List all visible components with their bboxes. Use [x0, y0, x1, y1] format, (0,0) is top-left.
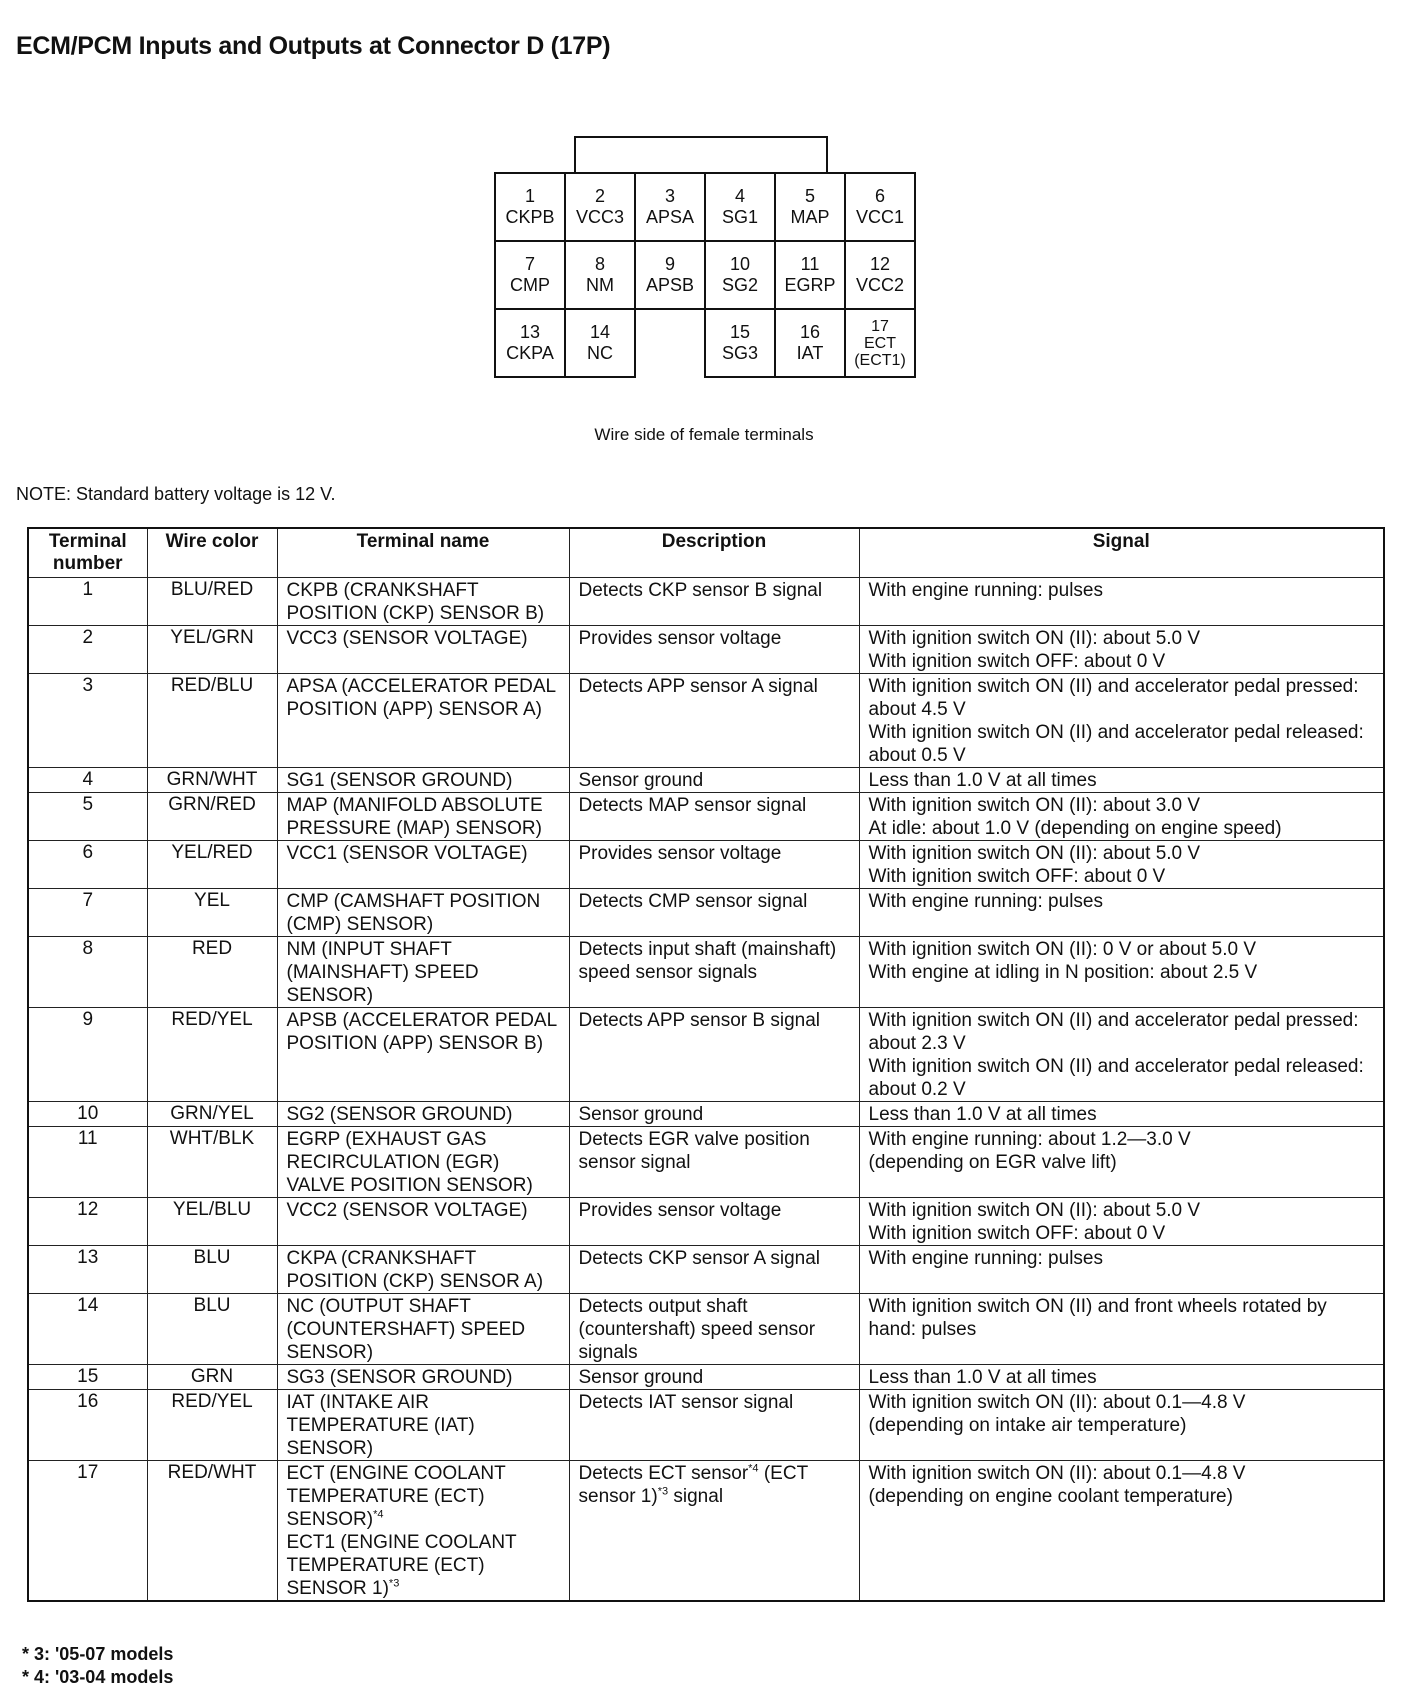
signal-cell	[859, 1127, 1384, 1198]
signal-line: With engine at idling in N position: about 2.5 V	[868, 962, 1258, 983]
footnote-marker: *3	[657, 1485, 669, 1498]
terminal-name-ect1	[287, 1531, 560, 1600]
header-signal: Signal	[859, 528, 1384, 578]
connector-terminal-number: 15	[729, 322, 751, 342]
connector-terminal-8	[565, 241, 635, 309]
connector-terminal-label: APSA	[645, 207, 695, 227]
table-row	[28, 1102, 1384, 1127]
connector-terminal-number: 5	[804, 186, 815, 206]
signal-line: Less than 1.0 V at all times	[868, 1367, 1097, 1388]
wire-color-cell: GRN	[147, 1365, 277, 1390]
wire-color-cell: YEL/RED	[147, 841, 277, 889]
signal-cell	[859, 1365, 1384, 1390]
connector-terminal-1	[495, 173, 565, 241]
terminal-name-cell: CKPB (CRANKSHAFT POSITION (CKP) SENSOR B)	[277, 578, 569, 626]
footnote-marker: *3	[388, 1577, 400, 1590]
signal-cell	[859, 1246, 1384, 1294]
terminal-number-cell: 13	[28, 1246, 147, 1294]
terminal-number-cell: 8	[28, 937, 147, 1008]
table-row	[28, 1198, 1384, 1246]
connector-terminal-label: ECT	[864, 334, 896, 352]
signal-cell	[859, 1102, 1384, 1127]
table-row	[28, 889, 1384, 937]
connector-terminal-label: SG3	[721, 343, 759, 363]
description-cell: Provides sensor voltage	[569, 626, 859, 674]
wire-color-cell: WHT/BLK	[147, 1127, 277, 1198]
signal-line: With ignition switch ON (II) and front wheels rotated by hand: pulses	[868, 1296, 1327, 1340]
description-text: Detects ECT sensor	[578, 1463, 749, 1484]
signal-cell	[859, 1008, 1384, 1102]
terminal-number-cell: 15	[28, 1365, 147, 1390]
connector-terminal-number: 8	[594, 254, 605, 274]
wire-color-cell: BLU	[147, 1246, 277, 1294]
description-cell	[569, 1461, 859, 1602]
wire-color-cell: RED/YEL	[147, 1390, 277, 1461]
signal-line: With ignition switch OFF: about 0 V	[868, 1223, 1166, 1244]
connector-row	[495, 309, 915, 377]
connector-terminal-5	[775, 173, 845, 241]
description-cell: Sensor ground	[569, 1102, 859, 1127]
signal-line: With ignition switch ON (II): 0 V or about 5.0 V	[868, 939, 1257, 960]
connector-terminal-label: EGRP	[784, 275, 836, 295]
connector-terminal-label: CMP	[510, 275, 550, 295]
description-cell: Detects CKP sensor B signal	[569, 578, 859, 626]
wire-color-cell: GRN/RED	[147, 793, 277, 841]
terminal-name-ect	[287, 1462, 560, 1531]
signal-line: At idle: about 1.0 V (depending on engine speed)	[868, 818, 1282, 839]
footnote-4: * 4: '03-04 models	[22, 1667, 174, 1687]
connector-terminal-7	[495, 241, 565, 309]
terminal-number-cell: 7	[28, 889, 147, 937]
connector-terminal-label: VCC1	[855, 207, 904, 227]
table-row	[28, 1365, 1384, 1390]
description-cell: Detects MAP sensor signal	[569, 793, 859, 841]
signal-line: With ignition switch ON (II) and accelerator pedal released: about 0.2 V	[868, 1056, 1364, 1100]
signal-line: With ignition switch ON (II) and accelerator pedal pressed: about 4.5 V	[868, 676, 1359, 720]
description-cell: Detects input shaft (mainshaft) speed sensor signals	[569, 937, 859, 1008]
connector-empty-cavity	[635, 309, 705, 377]
table-row	[28, 793, 1384, 841]
connector-terminal-label-alt: (ECT1)	[854, 351, 906, 369]
signal-line: With ignition switch ON (II) and accelerator pedal released: about 0.5 V	[868, 722, 1364, 766]
terminal-name-cell: CKPA (CRANKSHAFT POSITION (CKP) SENSOR A)	[277, 1246, 569, 1294]
description-cell: Detects output shaft (countershaft) speed sensor signals	[569, 1294, 859, 1365]
connector-terminal-label: NC	[587, 343, 613, 363]
wire-color-cell: GRN/WHT	[147, 768, 277, 793]
terminal-name-cell: VCC2 (SENSOR VOLTAGE)	[277, 1198, 569, 1246]
signal-line: With ignition switch ON (II): about 5.0 V	[868, 628, 1201, 649]
terminal-number-cell: 12	[28, 1198, 147, 1246]
connector-terminal-number: 3	[664, 186, 675, 206]
signal-line: (depending on intake air temperature)	[868, 1415, 1187, 1436]
connector-terminal-14	[565, 309, 635, 377]
signal-cell	[859, 937, 1384, 1008]
description-cell: Detects CMP sensor signal	[569, 889, 859, 937]
wire-color-cell: RED/BLU	[147, 674, 277, 768]
terminal-number-cell: 17	[28, 1461, 147, 1602]
connector-terminal-label: IAT	[796, 343, 824, 363]
signal-line: With ignition switch OFF: about 0 V	[868, 651, 1166, 672]
signal-line: With ignition switch ON (II): about 0.1—4.8 V	[868, 1392, 1246, 1413]
signal-line: Less than 1.0 V at all times	[868, 1104, 1097, 1125]
description-cell: Detects CKP sensor A signal	[569, 1246, 859, 1294]
battery-voltage-note: NOTE: Standard battery voltage is 12 V.	[16, 484, 336, 504]
terminal-name-cell: VCC3 (SENSOR VOLTAGE)	[277, 626, 569, 674]
terminal-number-cell: 10	[28, 1102, 147, 1127]
connector-terminal-number: 1	[524, 186, 535, 206]
wire-color-cell: YEL/GRN	[147, 626, 277, 674]
footnote-marker: *4	[373, 1508, 384, 1521]
connector-terminal-label: SG1	[721, 207, 759, 227]
terminal-name-cell: CMP (CAMSHAFT POSITION (CMP) SENSOR)	[277, 889, 569, 937]
connector-diagram	[494, 172, 916, 378]
table-row	[28, 674, 1384, 768]
table-row	[28, 1294, 1384, 1365]
signal-line: With ignition switch ON (II): about 5.0 V	[868, 843, 1201, 864]
connector-terminal-number: 9	[664, 254, 675, 274]
wire-color-cell: BLU/RED	[147, 578, 277, 626]
signal-cell	[859, 1390, 1384, 1461]
connector-caption: Wire side of female terminals	[594, 425, 814, 444]
footnote-3: * 3: '05-07 models	[22, 1644, 174, 1664]
connector-terminal-number: 6	[874, 186, 885, 206]
connector-terminal-16	[775, 309, 845, 377]
connector-terminal-3	[635, 173, 705, 241]
connector-terminal-number: 11	[800, 254, 820, 274]
wire-color-cell: GRN/YEL	[147, 1102, 277, 1127]
connector-terminal-11	[775, 241, 845, 309]
terminal-name-cell	[277, 1461, 569, 1602]
signal-cell	[859, 626, 1384, 674]
terminal-name-ect-text: ECT (ENGINE COOLANT TEMPERATURE (ECT) SENSOR)	[286, 1463, 506, 1530]
signal-cell	[859, 841, 1384, 889]
connector-terminal-6	[845, 173, 915, 241]
terminal-name-cell: MAP (MANIFOLD ABSOLUTE PRESSURE (MAP) SENSOR)	[277, 793, 569, 841]
signal-line: With engine running: about 1.2—3.0 V	[868, 1129, 1191, 1150]
signal-cell	[859, 1294, 1384, 1365]
wire-color-cell: YEL/BLU	[147, 1198, 277, 1246]
connector-terminal-number: 12	[869, 254, 891, 274]
connector-terminal-number: 16	[799, 322, 821, 342]
table-row	[28, 1461, 1384, 1602]
signal-cell	[859, 889, 1384, 937]
signal-cell	[859, 1198, 1384, 1246]
connector-terminal-label: CKPB	[505, 207, 555, 227]
signal-cell	[859, 578, 1384, 626]
connector-terminal-15	[705, 309, 775, 377]
table-row	[28, 1390, 1384, 1461]
terminal-name-cell: SG3 (SENSOR GROUND)	[277, 1365, 569, 1390]
signal-cell	[859, 793, 1384, 841]
connector-terminal-number: 17	[871, 317, 889, 335]
connector-terminal-2	[565, 173, 635, 241]
table-row	[28, 841, 1384, 889]
description-cell: Detects APP sensor B signal	[569, 1008, 859, 1102]
connector-terminal-label: VCC2	[855, 275, 904, 295]
description-cell: Detects APP sensor A signal	[569, 674, 859, 768]
description-cell: Sensor ground	[569, 1365, 859, 1390]
connector-terminal-4	[705, 173, 775, 241]
connector-terminal-number: 4	[734, 186, 745, 206]
description-cell: Provides sensor voltage	[569, 1198, 859, 1246]
table-row	[28, 578, 1384, 626]
connector-terminal-label: NM	[586, 275, 614, 295]
table-row	[28, 937, 1384, 1008]
connector-terminal-13	[495, 309, 565, 377]
wire-color-cell: RED/YEL	[147, 1008, 277, 1102]
connector-terminal-number: 14	[589, 322, 611, 342]
page-title: ECM/PCM Inputs and Outputs at Connector D (17P)	[16, 32, 611, 60]
connector-terminal-10	[705, 241, 775, 309]
table-row	[28, 626, 1384, 674]
terminal-name-cell: VCC1 (SENSOR VOLTAGE)	[277, 841, 569, 889]
table-row	[28, 1246, 1384, 1294]
table-row	[28, 768, 1384, 793]
signal-line: With engine running: pulses	[868, 580, 1103, 601]
connector-terminal-12	[845, 241, 915, 309]
table-header-row	[28, 528, 1384, 578]
signal-line: Less than 1.0 V at all times	[868, 770, 1097, 791]
connector-terminal-number: 10	[729, 254, 751, 274]
terminal-name-cell: APSB (ACCELERATOR PEDAL POSITION (APP) SENSOR B)	[277, 1008, 569, 1102]
header-terminal-name: Terminal name	[277, 528, 569, 578]
wire-color-cell: RED	[147, 937, 277, 1008]
terminal-number-cell: 16	[28, 1390, 147, 1461]
terminal-number-cell: 1	[28, 578, 147, 626]
table-row	[28, 1008, 1384, 1102]
connector-terminal-number: 13	[519, 322, 541, 342]
terminal-name-cell: IAT (INTAKE AIR TEMPERATURE (IAT) SENSOR)	[277, 1390, 569, 1461]
terminal-name-cell: APSA (ACCELERATOR PEDAL POSITION (APP) SENSOR A)	[277, 674, 569, 768]
connector-terminal-label: MAP	[790, 207, 830, 227]
connector-terminal-label: SG2	[721, 275, 759, 295]
header-terminal-number: Terminal number	[28, 528, 147, 578]
signal-line: With ignition switch ON (II): about 0.1—4.8 V	[868, 1463, 1246, 1484]
header-wire-color: Wire color	[147, 528, 277, 578]
terminal-number-cell: 11	[28, 1127, 147, 1198]
signal-line: (depending on EGR valve lift)	[868, 1152, 1117, 1173]
description-text: (ECT sensor 1)	[578, 1463, 808, 1507]
terminal-number-cell: 14	[28, 1294, 147, 1365]
connector-terminal-number: 7	[524, 254, 535, 274]
terminal-name-cell: NC (OUTPUT SHAFT (COUNTERSHAFT) SPEED SENSOR)	[277, 1294, 569, 1365]
terminal-name-cell: SG1 (SENSOR GROUND)	[277, 768, 569, 793]
signal-line: With ignition switch ON (II): about 5.0 V	[868, 1200, 1201, 1221]
terminal-name-cell: SG2 (SENSOR GROUND)	[277, 1102, 569, 1127]
signal-line: With ignition switch OFF: about 0 V	[868, 866, 1166, 887]
signal-line: With ignition switch ON (II): about 3.0 V	[868, 795, 1201, 816]
wire-color-cell: YEL	[147, 889, 277, 937]
terminal-name-ect1-text: ECT1 (ENGINE COOLANT TEMPERATURE (ECT) SENSOR 1)	[286, 1532, 517, 1599]
signal-cell	[859, 768, 1384, 793]
signal-line: With ignition switch ON (II) and accelerator pedal pressed: about 2.3 V	[868, 1010, 1359, 1054]
description-text: signal	[673, 1486, 724, 1507]
signal-cell	[859, 674, 1384, 768]
connector-latch-tab	[574, 136, 828, 172]
footnote-marker: *4	[748, 1462, 759, 1475]
terminal-number-cell: 4	[28, 768, 147, 793]
terminal-number-cell: 5	[28, 793, 147, 841]
description-cell: Detects IAT sensor signal	[569, 1390, 859, 1461]
signal-cell	[859, 1461, 1384, 1602]
connector-terminal-number: 2	[594, 186, 605, 206]
footnotes	[22, 1643, 173, 1689]
connector-terminal-label: CKPA	[506, 343, 554, 363]
terminal-number-cell: 3	[28, 674, 147, 768]
wire-color-cell: RED/WHT	[147, 1461, 277, 1602]
connector-terminal-17	[845, 309, 915, 377]
terminal-number-cell: 2	[28, 626, 147, 674]
description-cell: Detects EGR valve position sensor signal	[569, 1127, 859, 1198]
terminal-number-cell: 6	[28, 841, 147, 889]
table-row	[28, 1127, 1384, 1198]
connector-row	[495, 173, 915, 241]
terminal-number-cell: 9	[28, 1008, 147, 1102]
terminal-name-cell: NM (INPUT SHAFT (MAINSHAFT) SPEED SENSOR)	[277, 937, 569, 1008]
connector-row	[495, 241, 915, 309]
header-description: Description	[569, 528, 859, 578]
signal-line: (depending on engine coolant temperature)	[868, 1486, 1233, 1507]
wire-color-cell: BLU	[147, 1294, 277, 1365]
connector-terminal-9	[635, 241, 705, 309]
connector-terminal-label: VCC3	[575, 207, 624, 227]
connector-terminal-label: APSB	[645, 275, 695, 295]
description-cell: Provides sensor voltage	[569, 841, 859, 889]
description-cell: Sensor ground	[569, 768, 859, 793]
terminal-name-cell: EGRP (EXHAUST GAS RECIRCULATION (EGR) VALVE POSITION SENSOR)	[277, 1127, 569, 1198]
signal-line: With engine running: pulses	[868, 1248, 1103, 1269]
terminal-table	[27, 527, 1385, 1602]
signal-line: With engine running: pulses	[868, 891, 1103, 912]
